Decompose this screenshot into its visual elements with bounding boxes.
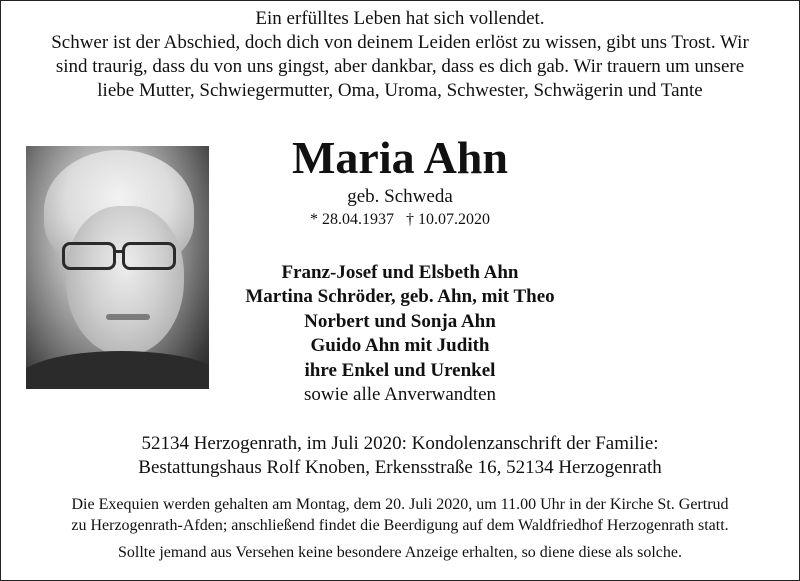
intro-line: Ein erfülltes Leben hat sich vollendet. (255, 8, 545, 29)
portrait-photo (26, 146, 209, 389)
mourner-line: Guido Ahn mit Judith (310, 335, 490, 357)
portrait-mouth (106, 314, 150, 320)
intro-line: liebe Mutter, Schwiegermutter, Oma, Uroma, Schwester, Schwägerin und Tante (97, 80, 703, 101)
intro-text (10, 7, 790, 103)
portrait-shoulders (26, 351, 209, 389)
glasses-right-lens (122, 242, 176, 270)
intro-line: sind traurig, dass du von uns gingst, aber dankbar, dass es dich gab. Wir trauern um unsere (55, 56, 745, 77)
funeral-line: Die Exequien werden gehalten am Montag, dem 20. Juli 2020, um 11.00 Uhr in der Kirche St. Gertrud (71, 496, 729, 513)
condolence-address (10, 432, 790, 480)
address-line: Bestattungshaus Rolf Knoben, Erkensstraße 16, 52134 Herzogenrath (138, 457, 662, 478)
deceased-name: Maria Ahn (292, 132, 508, 183)
mourner-line: ihre Enkel und Urenkel (304, 359, 496, 381)
mourners-closing: sowie alle Anverwandten (303, 384, 497, 406)
life-dates (209, 210, 591, 230)
mourners-list (209, 261, 591, 407)
notice-note: Sollte jemand aus Versehen keine besondere Anzeige erhalten, so diene diese als solche. (118, 544, 682, 561)
glasses-bridge (113, 250, 125, 253)
mourner-line: Franz-Josef und Elsbeth Ahn (281, 262, 519, 283)
portrait-face (66, 206, 184, 356)
birth-date: * 28.04.1937 (310, 211, 394, 228)
mourner-line: Norbert und Sonja Ahn (304, 310, 496, 332)
address-line: 52134 Herzogenrath, im Juli 2020: Kondolenzanschrift der Familie: (141, 433, 659, 454)
mourner-line: Martina Schröder, geb. Ahn, mit Theo (245, 286, 555, 308)
maiden-name: geb. Schweda (347, 186, 453, 207)
funeral-notice (6, 494, 794, 563)
funeral-line: zu Herzogenrath-Afden; anschließend findet die Beerdigung auf dem Waldfriedhof Herzogenrath statt. (71, 517, 729, 534)
intro-line: Schwer ist der Abschied, doch dich von deinem Leiden erlöst zu wissen, gibt uns Trost. Wir (51, 32, 749, 53)
glasses-left-lens (62, 242, 116, 270)
death-date: † 10.07.2020 (406, 211, 490, 228)
